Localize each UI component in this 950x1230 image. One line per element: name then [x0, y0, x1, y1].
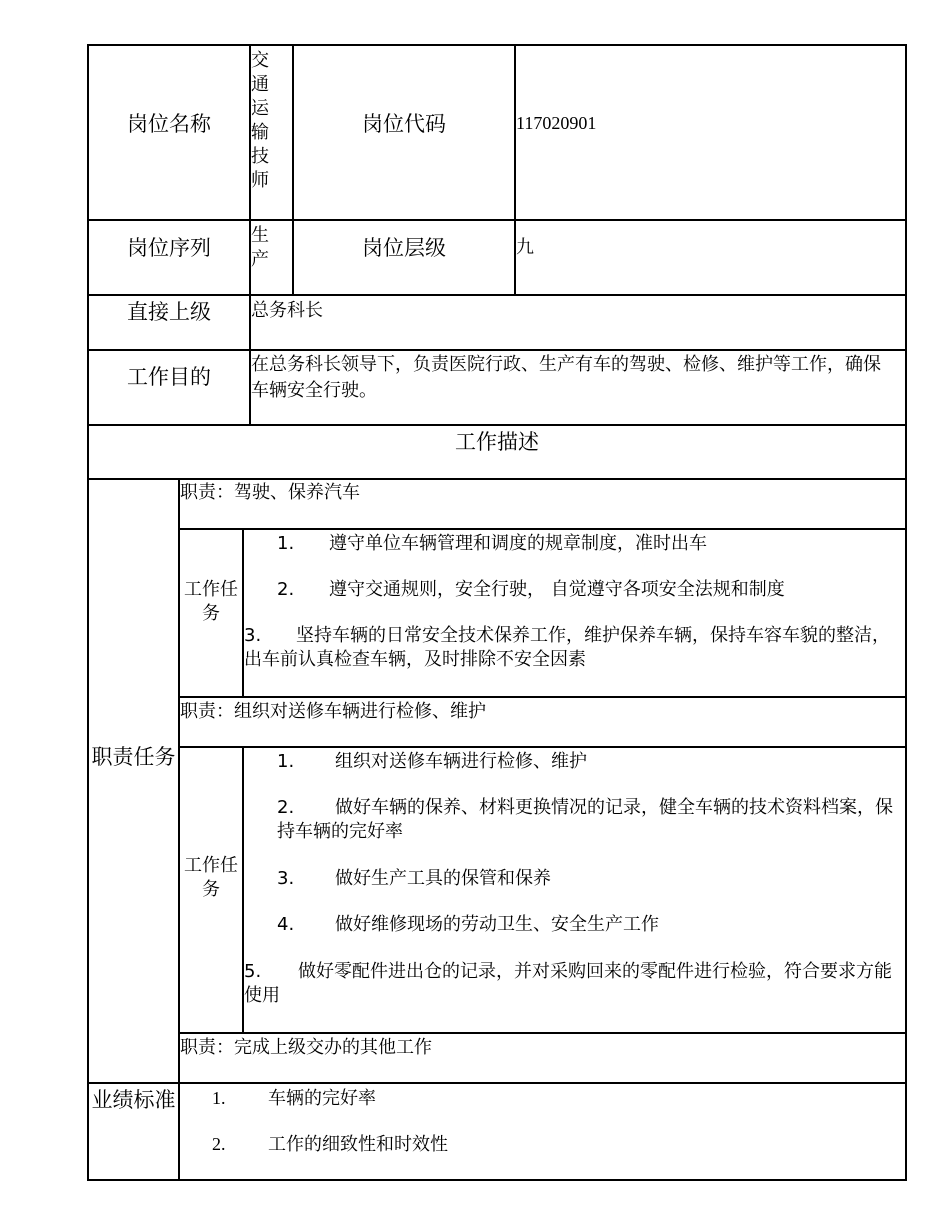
- post-name-label: 岗位名称: [127, 112, 211, 136]
- border-right: [905, 44, 907, 1181]
- task-number: 3.: [244, 625, 262, 646]
- task-text: 做好车辆的保养、材料更换情况的记录，健全车辆的技术资料档案，保持车辆的完好率: [277, 797, 893, 842]
- performance-item: [212, 1132, 448, 1157]
- post-level-label: 岗位层级: [362, 236, 446, 260]
- purpose-value: 在总务科长领导下，负责医院行政、生产有车的驾驶、检修、维护等工作，确保车辆安全行驶。: [251, 354, 881, 401]
- task-text: 做好生产工具的保管和保养: [335, 868, 551, 889]
- task-item: [277, 750, 587, 774]
- task-number: 2.: [277, 797, 295, 818]
- task-text: 遵守交通规则，安全行驶， 自觉遵守各项安全法规和制度: [329, 579, 785, 600]
- task-number: 1.: [277, 751, 295, 772]
- task-number: 4.: [277, 914, 295, 935]
- row-divider: [87, 424, 907, 426]
- task-number: 3.: [277, 868, 295, 889]
- task-item: [277, 532, 707, 556]
- task-text: 组织对送修车辆进行检修、维护: [335, 751, 587, 772]
- post-code-label: 岗位代码: [362, 112, 446, 136]
- task-number: 5.: [244, 961, 262, 982]
- task-item: [277, 867, 551, 891]
- task-item: [277, 913, 659, 937]
- row-divider: [178, 696, 907, 698]
- task-label: 工作任务: [184, 855, 238, 900]
- row-divider: [178, 1032, 907, 1034]
- col-divider: [242, 528, 244, 698]
- performance-label: 业绩标准: [91, 1088, 176, 1112]
- task-item: [244, 624, 896, 672]
- task-text: 做好零配件进出仓的记录，并对采购回来的零配件进行检验，符合要求方能使用: [244, 961, 892, 1006]
- post-level-value: 九: [516, 237, 534, 258]
- border-bottom: [87, 1179, 907, 1181]
- performance-text: 车辆的完好率: [268, 1088, 376, 1109]
- duties-label: 职责任务: [91, 745, 176, 769]
- task-item: [277, 796, 897, 844]
- superior-value: 总务科长: [251, 300, 323, 321]
- description-title: 工作描述: [455, 430, 539, 454]
- performance-number: 1.: [212, 1088, 226, 1108]
- post-name-value: 交通运输技师: [251, 50, 269, 191]
- performance-number: 2.: [212, 1134, 226, 1154]
- task-label: 工作任务: [184, 579, 238, 624]
- row-divider: [178, 746, 907, 748]
- task-number: 1.: [277, 533, 295, 554]
- duty-title: 职责：组织对送修车辆进行检修、维护: [180, 701, 486, 722]
- duty-title: 职责：驾驶、保养汽车: [180, 482, 360, 503]
- row-divider: [87, 349, 907, 351]
- task-text: 做好维修现场的劳动卫生、安全生产工作: [335, 914, 659, 935]
- task-number: 2.: [277, 579, 295, 600]
- row-divider: [178, 528, 907, 530]
- border-left: [87, 44, 89, 1181]
- task-text: 坚持车辆的日常安全技术保养工作，维护保养车辆，保持车容车貌的整洁，出车前认真检查车辆，及时排除不安全因素: [244, 625, 890, 670]
- purpose-label: 工作目的: [127, 365, 211, 389]
- post-series-label: 岗位序列: [127, 236, 211, 260]
- performance-item: [212, 1086, 376, 1111]
- post-code-value: 117020901: [516, 113, 597, 133]
- duty-title: 职责：完成上级交办的其他工作: [180, 1037, 432, 1058]
- superior-label: 直接上级: [127, 300, 211, 324]
- task-item: [244, 960, 898, 1008]
- row-divider: [87, 219, 907, 221]
- task-item: [277, 578, 785, 602]
- performance-text: 工作的细致性和时效性: [268, 1134, 448, 1155]
- task-text: 遵守单位车辆管理和调度的规章制度，准时出车: [329, 533, 707, 554]
- post-series-value: 生产: [251, 225, 269, 270]
- border-top: [87, 44, 907, 46]
- row-divider: [87, 1082, 907, 1084]
- row-divider: [87, 294, 907, 296]
- row-divider: [87, 478, 907, 480]
